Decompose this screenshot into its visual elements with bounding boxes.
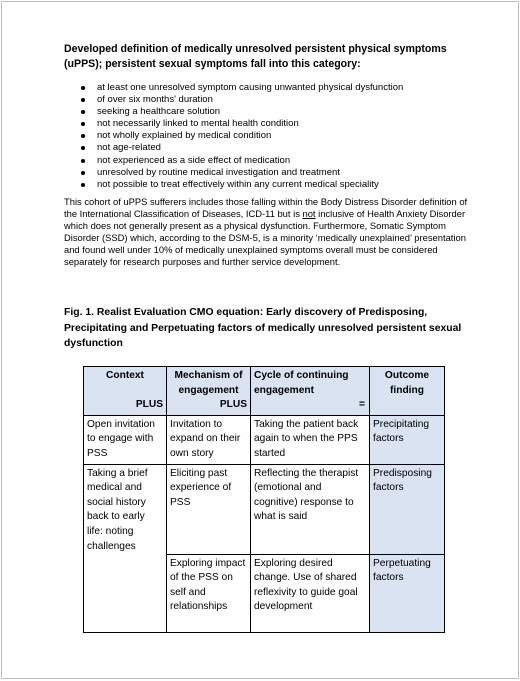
cell-context: Open invitation to engage with PSS [84, 415, 167, 464]
cohort-paragraph [64, 196, 474, 269]
criteria-item: seeking a healthcare solution [64, 106, 403, 118]
header-context-label: Context [106, 370, 144, 381]
figure-title: Fig. 1. Realist Evaluation CMO equation: Early discovery of Predisposing, Precipitating and Perpetuating factors of medically unresolved persistent sexual dysfunction [64, 307, 462, 349]
header-cycle-equals: = [359, 399, 365, 411]
header-mechanism [167, 367, 251, 416]
cell-context: Taking a brief medical and social history back to early life: noting challenges [84, 464, 167, 632]
cell-mechanism: Eliciting past experience of PSS [167, 464, 251, 554]
cell-cycle: Reflecting the therapist (emotional and cognitive) response to what is said [251, 464, 370, 554]
header-cycle-label: Cycle of continuing engagement [254, 370, 349, 396]
paragraph-underlined-word: not [302, 208, 316, 220]
criteria-item: unresolved by routine medical investigation and treatment [64, 167, 403, 179]
cell-mechanism: Exploring impact of the PSS on self and relationships [167, 554, 251, 632]
criteria-item: of over six months' duration [64, 94, 403, 106]
header-context-plus: PLUS [135, 399, 163, 411]
cell-mechanism: Invitation to expand on their own story [167, 415, 251, 464]
header-mechanism-plus: PLUS [219, 399, 247, 411]
header-context [84, 367, 167, 416]
header-mechanism-label: Mechanism of engagement [174, 370, 243, 396]
cell-cycle: Taking the patient back again to when the PPS started [251, 415, 370, 464]
cell-outcome: Perpetuating factors [370, 554, 445, 632]
table-header-row [84, 367, 445, 416]
cmo-table [83, 366, 445, 633]
table-row [84, 415, 445, 464]
criteria-item: not possible to treat effectively within any current medical speciality [64, 179, 403, 191]
criteria-item: not wholly explained by medical condition [64, 130, 403, 142]
criteria-item: not experienced as a side effect of medication [64, 155, 403, 167]
criteria-list [64, 82, 403, 191]
cell-outcome: Predisposing factors [370, 464, 445, 554]
criteria-item: at least one unresolved symptom causing unwanted physical dysfunction [64, 82, 403, 94]
header-outcome: Outcome finding [370, 367, 445, 416]
header-cycle [251, 367, 370, 416]
cell-cycle: Exploring desired change. Use of shared reflexivity to guide goal development [251, 554, 370, 632]
cell-outcome: Precipitating factors [370, 415, 445, 464]
paragraph-text-end: inclusive of Health Anxiety Disorder which does not generally present as a physical dysfunction. Furthermore, Somatic Symptom Disorder (SSD) which, according to the DSM-5, is a minority ‘medically unexplained’ presentation and found well under 10% of medically unexplained symptoms overall must be considered separately for research purposes and further service development. [64, 208, 466, 268]
definition-heading: Developed definition of medically unresolved persistent physical symptoms (uPPS); persistent sexual symptoms fall into this category: [64, 43, 447, 70]
document-page [1, 1, 519, 679]
table-row [84, 464, 445, 554]
criteria-item: not age-related [64, 142, 403, 154]
criteria-item: not necessarily linked to mental health condition [64, 118, 403, 130]
paragraph-text-start: This cohort of uPPS sufferers includes those falling within the Body Distress Disorder definition of the International Classification of Diseases, ICD-11 but is [64, 196, 468, 220]
